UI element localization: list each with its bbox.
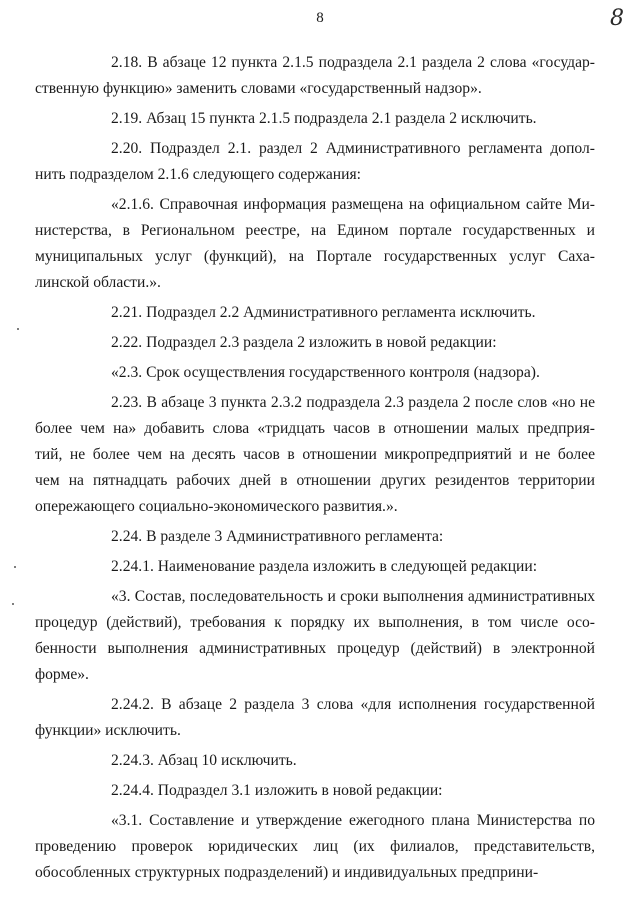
text-line: чем на пятнадцать рабочих дней в отношении других резидентов территории [35, 472, 595, 489]
text-line: бенности выполнения административных процедур (действий) в электронной [35, 640, 595, 657]
text-line: 2.23. В абзаце 3 пункта 2.3.2 подраздела 2.3 раздела 2 после слов «но не [111, 394, 595, 411]
text-line: нить подразделом 2.1.6 следующего содержания: [35, 166, 361, 183]
paragraph-p-2-19 [73, 106, 595, 132]
paragraph-p-2-24 [73, 524, 595, 550]
scan-speck [12, 603, 14, 605]
text-line: «2.1.6. Справочная информация размещена на официальном сайте Ми- [111, 196, 595, 213]
scan-speck [17, 328, 19, 330]
paragraph-p-3-1 [35, 808, 595, 886]
text-line: функции» исключить. [35, 722, 181, 739]
text-line: более чем на» добавить слова «тридцать часов в отношении малых предприя- [35, 420, 595, 437]
paragraph-p-2-20 [35, 136, 595, 188]
document-body [35, 50, 595, 890]
paragraph-p-2-1-6 [35, 192, 595, 296]
paragraph-p-2-23 [35, 390, 595, 520]
text-line: 2.24.4. Подраздел 3.1 изложить в новой редакции: [111, 782, 443, 799]
text-line: 2.18. В абзаце 12 пункта 2.1.5 подраздела 2.1 раздела 2 слова «государ- [111, 54, 595, 71]
paragraph-p-2-24-1 [73, 554, 595, 580]
text-line: 2.19. Абзац 15 пункта 2.1.5 подраздела 2.1 раздела 2 исключить. [111, 110, 537, 127]
paragraph-p-2-24-3 [73, 748, 595, 774]
text-line: процедур (действий), требования к порядку их выполнения, в том числе осо- [35, 614, 595, 631]
handwritten-page-number: 8 [610, 6, 624, 31]
paragraph-p-2-18 [35, 50, 595, 102]
text-line: муниципальных услуг (функций), на Портале государственных услуг Саха- [35, 248, 595, 265]
text-line: «3.1. Составление и утверждение ежегодного плана Министерства по [111, 812, 595, 829]
text-line: 2.21. Подраздел 2.2 Административного регламента исключить. [111, 304, 536, 321]
text-line: 2.22. Подраздел 2.3 раздела 2 изложить в новой редакции: [111, 334, 497, 351]
text-line: нистерства, в Региональном реестре, на Едином портале государственных и [35, 222, 595, 239]
text-line: форме». [35, 666, 89, 683]
text-line: обособленных структурных подразделений) и индивидуальных предприни- [35, 864, 539, 881]
text-line: ственную функцию» заменить словами «государственный надзор». [35, 80, 482, 97]
paragraph-p-2-22 [73, 330, 595, 356]
paragraph-p-2-24-4 [73, 778, 595, 804]
text-line: 2.24. В разделе 3 Административного регламента: [111, 528, 444, 545]
text-line: тий, не более чем на десять часов в отношении микропредприятий и не более [35, 446, 595, 463]
page-number: 8 [316, 10, 324, 26]
text-line: 2.24.1. Наименование раздела изложить в следующей редакции: [111, 558, 538, 575]
text-line: 2.20. Подраздел 2.1. раздел 2 Административного регламента допол- [111, 140, 595, 157]
text-line: линской области.». [35, 274, 161, 291]
scan-speck [14, 566, 16, 568]
text-line: «3. Состав, последовательность и сроки выполнения административных [111, 588, 595, 605]
paragraph-p-2-3 [73, 360, 595, 386]
paragraph-p-2-24-2 [35, 692, 595, 744]
text-line: 2.24.3. Абзац 10 исключить. [111, 752, 297, 769]
paragraph-p-2-21 [73, 300, 595, 326]
text-line: «2.3. Срок осуществления государственного контроля (надзора). [111, 364, 540, 381]
paragraph-p-3-title [35, 584, 595, 688]
text-line: опережающего социально-экономического развития.». [35, 498, 398, 515]
text-line: проведению проверок юридических лиц (их филиалов, представительств, [35, 838, 595, 855]
text-line: 2.24.2. В абзаце 2 раздела 3 слова «для исполнения государственной [111, 696, 595, 713]
